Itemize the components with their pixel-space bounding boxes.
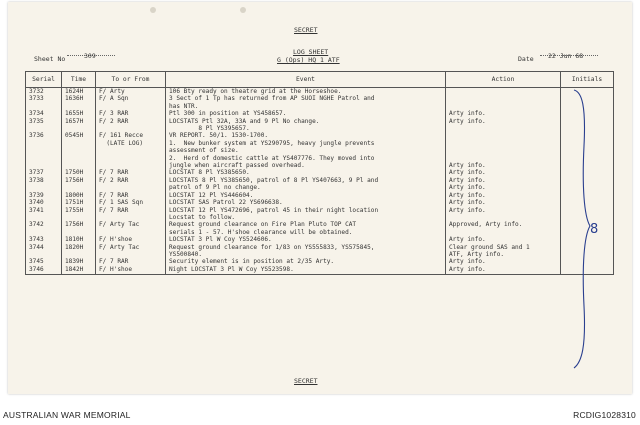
table-row xyxy=(26,169,614,176)
time-cell: 1655H xyxy=(62,110,96,117)
column-header-time: Time xyxy=(62,72,96,88)
event-cell: Night LOCSTAT 3 Pl W Coy YS523598. xyxy=(166,266,446,275)
column-header-to-or-from: To or From xyxy=(96,72,166,88)
table-row xyxy=(26,258,614,265)
column-header-event: Event xyxy=(166,72,446,88)
event-cell: Request ground clearance for 1/83 on YS555833, YS575845, YS500840. xyxy=(166,244,446,259)
action-cell: Clear ground SAS and 1 ATF, Arty info. xyxy=(446,244,561,259)
action-cell: Arty info. xyxy=(446,192,561,199)
action-cell: Arty info. xyxy=(446,132,561,169)
serial-cell: 3737 xyxy=(26,169,62,176)
event-cell: LOCSTAT 12 Pl YS446604. xyxy=(166,192,446,199)
serial-cell: 3739 xyxy=(26,192,62,199)
event-cell: LOCSTAT 8 Pl YS385650. xyxy=(166,169,446,176)
table-row xyxy=(26,95,614,110)
column-header-initials: Initials xyxy=(561,72,614,88)
event-cell: 3 Sect of 1 Tp has returned from AP SUOI NGHE Patrol and has NTR. xyxy=(166,95,446,110)
action-cell xyxy=(446,95,561,110)
action-cell: Arty info. xyxy=(446,110,561,117)
table-row xyxy=(26,221,614,236)
time-cell: 1810H xyxy=(62,236,96,243)
table-row xyxy=(26,192,614,199)
time-cell: 1636H xyxy=(62,95,96,110)
action-cell xyxy=(446,88,561,96)
serial-cell: 3743 xyxy=(26,236,62,243)
time-cell: 1624H xyxy=(62,88,96,96)
archive-reference: RCDIG1028310 xyxy=(573,410,636,420)
sheet-number-label: Sheet No xyxy=(34,55,66,63)
serial-cell: 3735 xyxy=(26,118,62,133)
time-cell: 1755H xyxy=(62,207,96,222)
to-from-cell: F/ A Sqn xyxy=(96,95,166,110)
column-header-action: Action xyxy=(446,72,561,88)
time-cell: 1657H xyxy=(62,118,96,133)
serial-cell: 3744 xyxy=(26,244,62,259)
to-from-cell: F/ Arty xyxy=(96,88,166,96)
to-from-cell: F/ 3 RAR xyxy=(96,110,166,117)
table-row xyxy=(26,266,614,275)
table-row xyxy=(26,244,614,259)
time-cell: 1839H xyxy=(62,258,96,265)
event-cell: LOCSTAT 3 Pl W Coy YS524606. xyxy=(166,236,446,243)
time-cell: 1800H xyxy=(62,192,96,199)
time-cell: 0545H xyxy=(62,132,96,169)
table-row xyxy=(26,177,614,192)
serial-cell: 3738 xyxy=(26,177,62,192)
to-from-cell: F/ Arty Tac xyxy=(96,244,166,259)
time-cell: 1820H xyxy=(62,244,96,259)
action-cell: Arty info. xyxy=(446,199,561,206)
log-table-header xyxy=(26,72,614,88)
serial-cell: 3740 xyxy=(26,199,62,206)
event-cell: VR REPORT. 50/1. 1530-1700. 1. New bunker system at YS290795, heavy jungle prevents assessment of size. 2. Herd of domestic cattle at YS407776. They moved into jungle when aircraft passed overhead. xyxy=(166,132,446,169)
sheet-number-value: 309 xyxy=(84,52,96,60)
serial-cell: 3746 xyxy=(26,266,62,275)
action-cell: Arty info. Arty info. xyxy=(446,177,561,192)
log-table xyxy=(25,71,614,275)
event-cell: Ptl 300 in position at YS458657. xyxy=(166,110,446,117)
to-from-cell: F/ 2 RAR xyxy=(96,177,166,192)
action-cell: Arty info. xyxy=(446,236,561,243)
initials-bracket-annotation xyxy=(560,86,610,376)
to-from-cell: F/ 7 RAR xyxy=(96,207,166,222)
punch-hole-left xyxy=(150,7,156,13)
action-cell: Arty info. xyxy=(446,169,561,176)
table-row xyxy=(26,207,614,222)
event-cell: LOCSTAT 12 Pl YS472696, patrol 45 in their night location Locstat to follow. xyxy=(166,207,446,222)
time-cell: 1751H xyxy=(62,199,96,206)
table-row xyxy=(26,199,614,206)
bracket-stroke xyxy=(574,90,590,368)
action-cell: Arty info. xyxy=(446,266,561,275)
table-row xyxy=(26,110,614,117)
date-value: 22 Jun 68 xyxy=(548,52,584,60)
table-row xyxy=(26,118,614,133)
to-from-cell: F/ 2 RAR xyxy=(96,118,166,133)
action-cell: Arty info. xyxy=(446,118,561,133)
serial-cell: 3732 xyxy=(26,88,62,96)
serial-cell: 3742 xyxy=(26,221,62,236)
table-row xyxy=(26,132,614,169)
to-from-cell: F/ 161 Recce (LATE LOG) xyxy=(96,132,166,169)
serial-cell: 3733 xyxy=(26,95,62,110)
action-cell: Approved, Arty info. xyxy=(446,221,561,236)
time-cell: 1842H xyxy=(62,266,96,275)
action-cell: Arty info. xyxy=(446,258,561,265)
initials-handwritten-mark: 8 xyxy=(590,222,599,237)
table-row xyxy=(26,236,614,243)
punch-hole-right xyxy=(240,7,246,13)
log-sheet-title: LOG SHEET xyxy=(293,48,329,56)
event-cell: 106 Bty ready on theatre grid at the Horseshoe. xyxy=(166,88,446,96)
date-label: Date xyxy=(518,55,534,63)
to-from-cell: F/ H'shoe xyxy=(96,236,166,243)
to-from-cell: F/ 7 RAR xyxy=(96,169,166,176)
to-from-cell: F/ 7 RAR xyxy=(96,258,166,265)
to-from-cell: F/ Arty Tac xyxy=(96,221,166,236)
event-cell: LOCSTATS 8 Pl YS385650, patrol of 8 Pl YS407663, 9 Pl and patrol of 9 Pl no change. xyxy=(166,177,446,192)
event-cell: LOCSTAT SAS Patrol 22 YS696638. xyxy=(166,199,446,206)
event-cell: Security element is in position at 2/35 Arty. xyxy=(166,258,446,265)
event-cell: LOCSTATS Ptl 32A, 33A and 9 Pl No change. 8 Pl YS395657. xyxy=(166,118,446,133)
serial-cell: 3734 xyxy=(26,110,62,117)
classification-bottom: SECRET xyxy=(294,377,318,385)
table-row xyxy=(26,88,614,96)
time-cell: 1756H xyxy=(62,177,96,192)
to-from-cell: F/ H'shoe xyxy=(96,266,166,275)
action-cell: Arty info. xyxy=(446,207,561,222)
serial-cell: 3745 xyxy=(26,258,62,265)
time-cell: 1756H xyxy=(62,221,96,236)
time-cell: 1750H xyxy=(62,169,96,176)
log-sheet-unit: G (Ops) HQ 1 ATF xyxy=(277,56,340,64)
event-cell: Request ground clearance on Fire Plan Pluto TOP CAT serials 1 - 57. H'shoe clearance will be obtained. xyxy=(166,221,446,236)
column-header-serial: Serial xyxy=(26,72,62,88)
to-from-cell: F/ 1 SAS Sqn xyxy=(96,199,166,206)
to-from-cell: F/ 7 RAR xyxy=(96,192,166,199)
archive-credit: AUSTRALIAN WAR MEMORIAL xyxy=(3,410,131,420)
classification-top: SECRET xyxy=(294,26,318,34)
serial-cell: 3736 xyxy=(26,132,62,169)
serial-cell: 3741 xyxy=(26,207,62,222)
